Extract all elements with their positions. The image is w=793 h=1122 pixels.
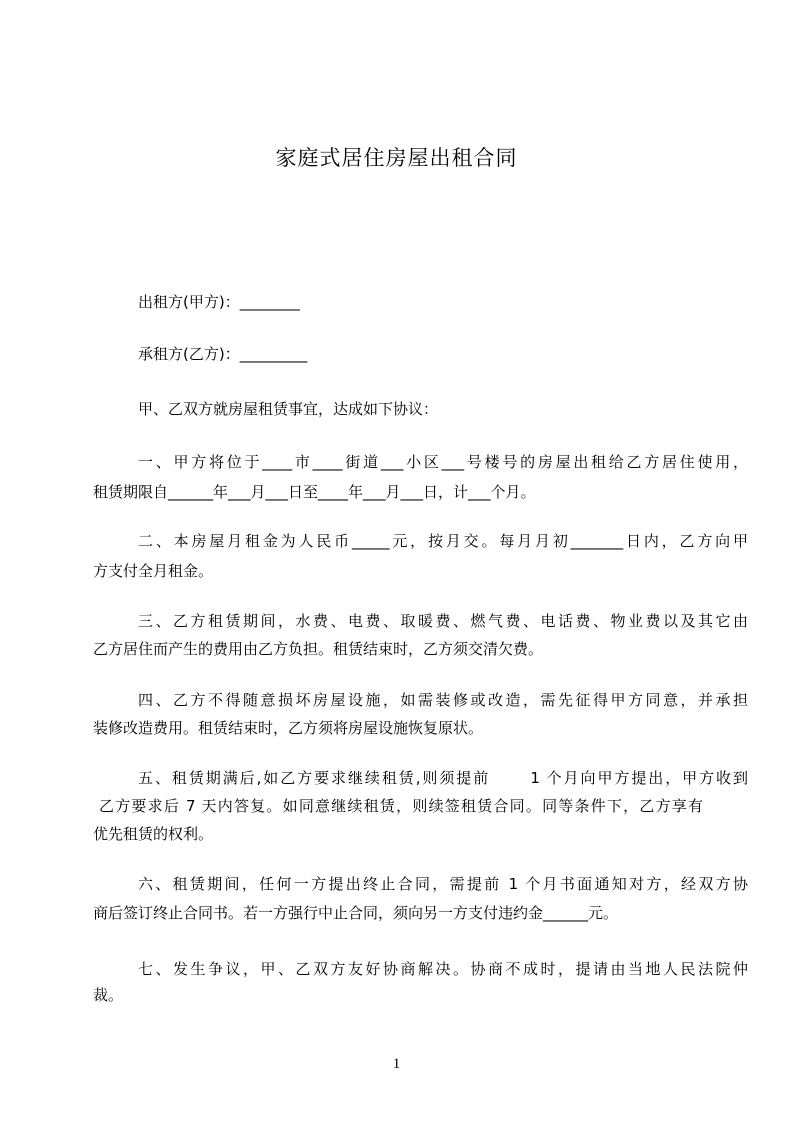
clause-3-line-2: 乙方居住而产生的费用由乙方负担。租赁结束时，乙方须交清欠费。 [93, 640, 544, 658]
clause-1-line-1: 一、甲方将位于____市____街道___小区___号楼号的房屋出租给乙方居住使用， [138, 453, 748, 471]
clause-5-line-2: 乙方要求后 7 天内答复。如同意继续租赁，则续签租赁合同。同等条件下，乙方享有 [93, 797, 703, 815]
clause-6-line-2: 商后签订终止合同书。若一方强行中止合同，须向另一方支付违约金______元。 [93, 904, 619, 922]
document-title: 家庭式居住房屋出租合同 [275, 146, 518, 170]
clause-4-line-1: 四、乙方不得随意损坏房屋设施，如需装修或改造，需先征得甲方同意，并承担 [138, 691, 748, 709]
lessee-line: 承租方(乙方)：_________ [138, 345, 308, 363]
clause-3-line-1: 三、乙方租赁期间，水费、电费、取暖费、燃气费、电话费、物业费以及其它由 [138, 612, 748, 630]
clause-2-line-1: 二、本房屋月租金为人民币_____元，按月交。每月月初_______日内，乙方向甲 [138, 532, 748, 550]
clause-1-line-2: 租赁期限自______年___月___日至____年___月___日，计___个月。 [93, 483, 536, 501]
clause-7-line-2: 裁。 [93, 986, 124, 1004]
clause-2-line-2: 方支付全月租金。 [93, 562, 214, 580]
intro-line: 甲、乙双方就房屋租赁事宜，达成如下协议： [138, 400, 439, 418]
lessor-line: 出租方(甲方)：________ [138, 293, 300, 311]
clause-6-line-1: 六、租赁期间，任何一方提出终止合同，需提前 1 个月书面通知对方，经双方协 [138, 875, 748, 893]
clause-5-line-3: 优先租赁的权利。 [93, 825, 214, 843]
clause-5-line-1: 五、租赁期满后,如乙方要求继续租赁,则须提前 1 个月向甲方提出，甲方收到 [138, 769, 748, 787]
clause-4-line-2: 装修改造费用。租赁结束时，乙方须将房屋设施恢复原状。 [93, 719, 484, 737]
page-number: 1 [392, 1056, 401, 1072]
clause-7-line-1: 七、发生争议，甲、乙双方友好协商解决。协商不成时，提请由当地人民法院仲 [138, 960, 748, 978]
